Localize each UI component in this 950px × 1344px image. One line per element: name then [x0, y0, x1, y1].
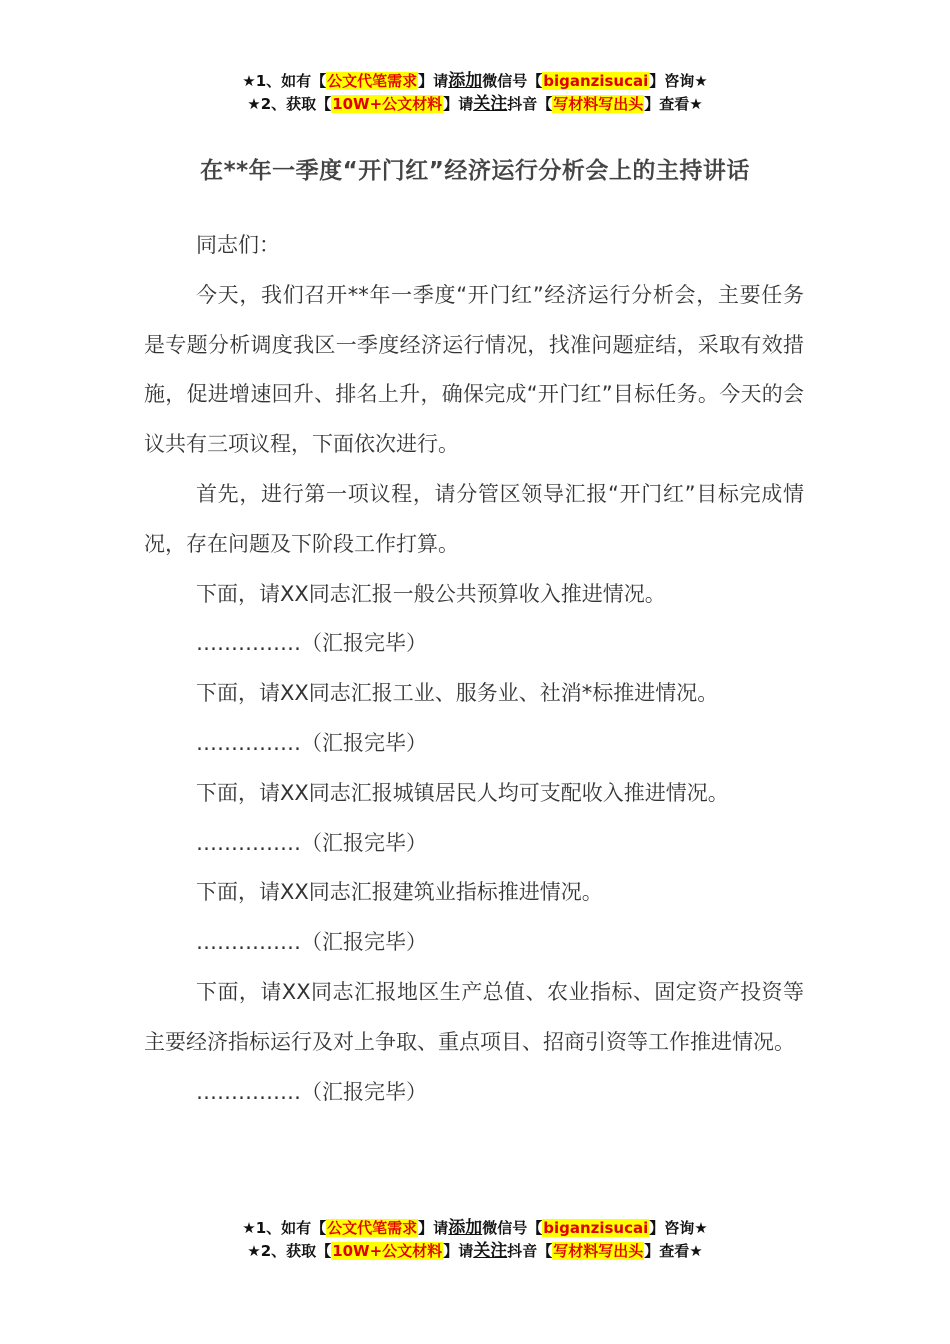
paragraph-report: 下面，请XX同志汇报建筑业指标推进情况。 [196, 880, 603, 905]
banner-text: 】请 [443, 95, 474, 113]
header-banner [0, 70, 950, 116]
footer-banner [0, 1217, 950, 1263]
paragraph-report-done: ……………（汇报完毕） [196, 830, 427, 855]
banner-text: ★1、如有【 [242, 1219, 327, 1237]
banner-text: 】请 [418, 72, 449, 90]
document-title: 在**年一季度“开门红”经济运行分析会上的主持讲话 [200, 158, 750, 184]
paragraph-agenda-one: 首先，进行第一项议程，请分管区领导汇报“开门红”目标完成情况，存在问题及下阶段工作打算。 [144, 481, 804, 556]
paragraph-report-done: ……………（汇报完毕） [196, 930, 427, 955]
emphasis-follow: 关注 [473, 94, 508, 114]
highlight-douyin-account: 写材料写出头 [553, 95, 644, 113]
highlight-service: 公文代笔需求 [327, 1219, 418, 1237]
banner-text: ★1、如有【 [242, 72, 327, 90]
paragraph-intro: 今天，我们召开**年一季度“开门红”经济运行分析会，主要任务是专题分析调度我区一季度经济运行情况，找准问题症结，采取有效措施，促进增速回升、排名上升，确保完成“开门红”目标任务。今天的会议共有三项议程，下面依次进行。 [144, 282, 804, 457]
banner-text: 微信号【 [482, 1219, 543, 1237]
banner-text: 】查看★ [644, 95, 703, 113]
highlight-service: 公文代笔需求 [327, 72, 418, 90]
paragraph-report-done: ……………（汇报完毕） [196, 730, 427, 755]
paragraph-greeting: 同志们： [196, 233, 280, 257]
highlight-wechat-id: biganzisucai [543, 1219, 649, 1237]
banner-text: 】请 [418, 1219, 449, 1237]
paragraph-report-done: ……………（汇报完毕） [196, 1079, 427, 1104]
banner-line-2 [0, 93, 950, 116]
paragraph-report-done: ……………（汇报完毕） [196, 631, 427, 656]
banner-line-2 [0, 1240, 950, 1263]
banner-text: ★2、获取【 [247, 95, 332, 113]
paragraph-report: 下面，请XX同志汇报地区生产总值、农业指标、固定资产投资等主要经济指标运行及对上争取、重点项目、招商引资等工作推进情况。 [144, 979, 804, 1054]
banner-text: 抖音【 [507, 95, 553, 113]
emphasis-add: 添加 [448, 1218, 483, 1238]
banner-line-1 [0, 70, 950, 93]
document-body [144, 221, 804, 1117]
banner-text: 抖音【 [507, 1242, 553, 1260]
emphasis-follow: 关注 [473, 1241, 508, 1261]
banner-text: ★2、获取【 [247, 1242, 332, 1260]
banner-text: 】咨询★ [649, 1219, 708, 1237]
highlight-douyin-account: 写材料写出头 [553, 1242, 644, 1260]
emphasis-add: 添加 [448, 71, 483, 91]
banner-text: 】请 [443, 1242, 474, 1260]
highlight-materials: 10W+公文材料 [332, 95, 443, 113]
paragraph-report: 下面，请XX同志汇报工业、服务业、社消*标推进情况。 [196, 681, 719, 706]
banner-text: 微信号【 [482, 72, 543, 90]
paragraph-report: 下面，请XX同志汇报城镇居民人均可支配收入推进情况。 [196, 780, 729, 805]
paragraph-report: 下面，请XX同志汇报一般公共预算收入推进情况。 [196, 581, 666, 606]
highlight-materials: 10W+公文材料 [332, 1242, 443, 1260]
highlight-wechat-id: biganzisucai [543, 72, 649, 90]
banner-text: 】咨询★ [649, 72, 708, 90]
banner-line-1 [0, 1217, 950, 1240]
banner-text: 】查看★ [644, 1242, 703, 1260]
